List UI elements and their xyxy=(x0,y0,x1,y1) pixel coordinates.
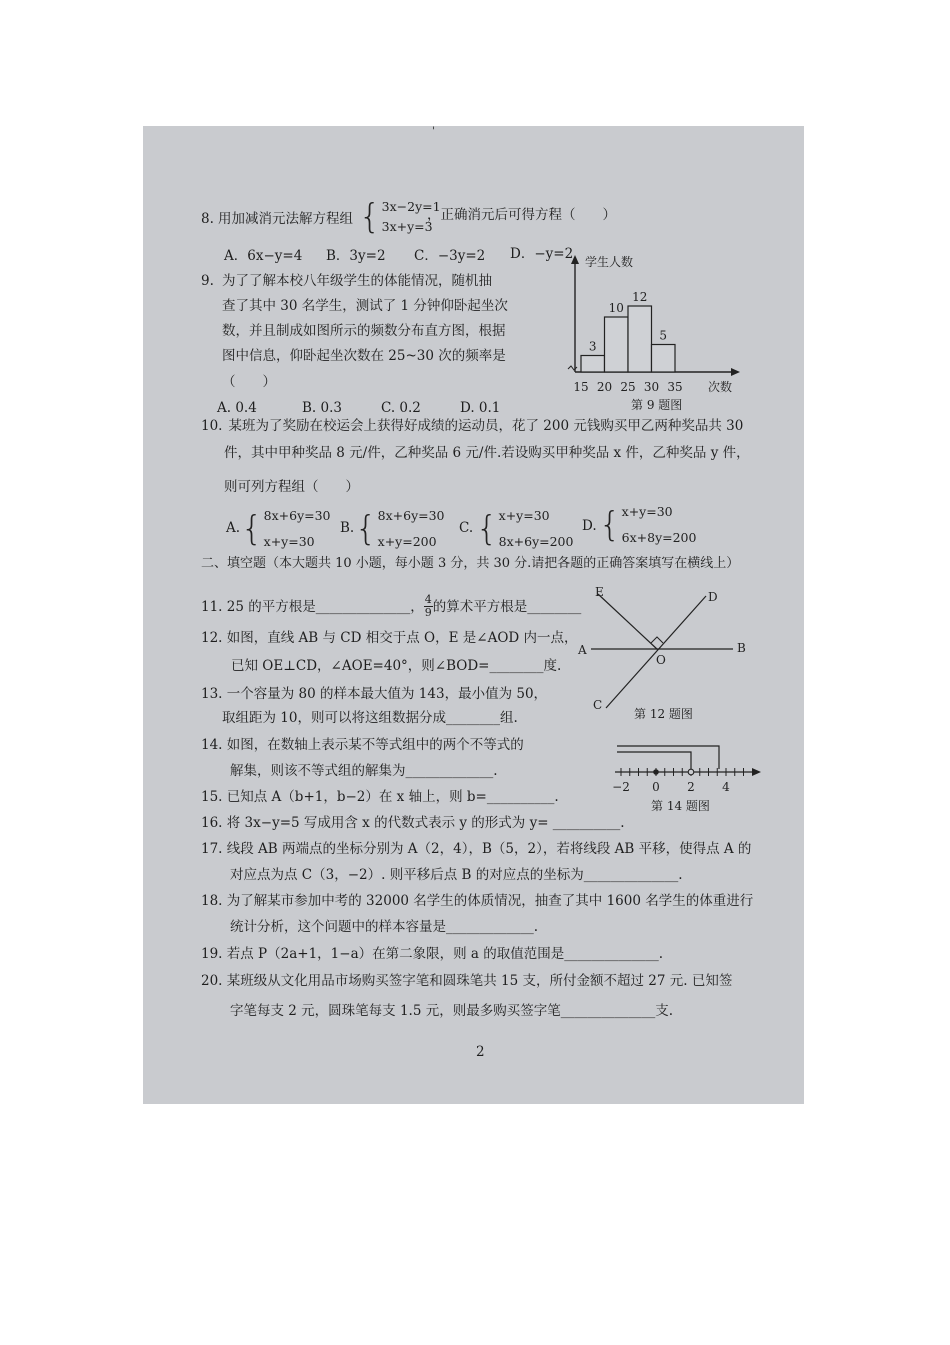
number-line-label: 2 xyxy=(687,780,695,794)
q10-option-a-system xyxy=(241,503,331,555)
q20-line-2: 字笔每支 2 元，圆珠笔每支 1.5 元，则最多购买签字笔______________支. xyxy=(230,1003,674,1019)
q10-line-1 xyxy=(201,417,743,435)
q10-option-b-system xyxy=(355,503,445,555)
q10-c-eq2: 8x+6y=200 xyxy=(498,534,574,549)
right-angle-mark-icon xyxy=(651,637,663,643)
label-d: D xyxy=(708,590,718,604)
q18-line-2: 统计分析，这个问题中的样本容量是_____________. xyxy=(230,919,539,935)
q10-d-eq1: x+y=30 xyxy=(621,504,673,519)
q10-b-eq2: x+y=200 xyxy=(377,534,437,549)
q10-b-eq1: 8x+6y=30 xyxy=(377,508,445,523)
q9-line-3: 数，并且制成如图所示的频数分布直方图，根据 xyxy=(222,323,506,339)
brace-icon: { xyxy=(359,197,381,237)
q17-line-2: 对应点为点 C（3，−2）. 则平移后点 B 的对应点的坐标为______________. xyxy=(230,867,683,883)
q9-option-c: C. 0.2 xyxy=(381,400,421,416)
q9-line-1: 为了了解本校八年级学生的体能情况，随机抽 xyxy=(222,273,492,289)
open-dot-2 xyxy=(688,769,694,775)
label-a: A xyxy=(578,643,587,657)
q11-text-b: 的算术平方根是________ xyxy=(432,598,582,615)
section-2-heading: 二、填空题（本大题共 10 小题，每小题 3 分，共 30 分.请把各题的正确答案填写在横线上） xyxy=(201,556,740,571)
label-o: O xyxy=(656,653,666,667)
q16: 16. 将 3x−y=5 写成用含 x 的代数式表示 y 的形式为 y= __________. xyxy=(201,815,625,831)
q12-line-2: 已知 OE⊥CD，∠AOE=40°，则∠BOD=________度. xyxy=(231,658,562,674)
q12-line-1: 12. 如图，直线 AB 与 CD 相交于点 O，E 是∠AOD 内一点， xyxy=(201,630,578,646)
q14-number-line xyxy=(611,738,767,798)
chart-xlabel: 次数 xyxy=(708,380,733,394)
chart-caption: 第 9 题图 xyxy=(631,398,683,412)
q10-option-d-system xyxy=(599,499,696,551)
q14-line-2: 解集，则该不等式组的解集为_____________. xyxy=(230,763,498,779)
q10-a-eq2: x+y=30 xyxy=(263,534,315,549)
closed-dot-0 xyxy=(653,769,659,775)
top-mark: ' xyxy=(432,126,435,137)
q9-option-b: B. 0.3 xyxy=(302,400,342,416)
histogram-bar xyxy=(605,317,629,372)
brace-icon: { xyxy=(355,509,377,549)
label-b: B xyxy=(737,641,746,655)
x-tick-label: 30 xyxy=(643,380,660,394)
label-c: C xyxy=(593,698,603,712)
q11 xyxy=(201,594,581,619)
q9-line-4: 图中信息，仰卧起坐次数在 25~30 次的频率是 xyxy=(222,348,506,364)
q13-line-2: 取组距为 10，则可以将这组数据分成________组. xyxy=(222,710,518,726)
q10-option-c-label: C. xyxy=(459,520,474,536)
q11-fraction-num: 4 xyxy=(424,593,432,606)
q8-number: 8. xyxy=(201,211,214,227)
exam-sheet xyxy=(143,126,804,1104)
q8-option-c: C．−3y=2 xyxy=(414,248,486,264)
q8-eq2: 3x+y=3 xyxy=(381,219,433,234)
q9-line-5: （ ） xyxy=(222,374,276,390)
q8-option-d: D．−y=2 xyxy=(510,246,574,262)
q20-line-1: 20. 某班级从文化用品市场购买签字笔和圆珠笔共 15 支，所付金额不超过 27 元. 已知签 xyxy=(201,973,733,989)
q14-caption: 第 14 题图 xyxy=(651,799,710,813)
q9-option-d: D. 0.1 xyxy=(460,400,501,416)
brace-icon: { xyxy=(241,509,263,549)
q9-number: 9. xyxy=(201,273,214,289)
q10-option-c-system xyxy=(476,503,573,555)
q10-line-1-text: 某班为了奖励在校运会上获得好成绩的运动员，花了 200 元钱购买甲乙两种奖品共 30 xyxy=(228,418,744,434)
solution-bracket-upper xyxy=(617,746,719,769)
q11-fraction xyxy=(424,594,433,619)
x-tick-label: 25 xyxy=(620,380,636,394)
solution-bracket-lower xyxy=(617,752,691,769)
q10-line-2: 件，其中甲种奖品 8 元/件，乙种奖品 6 元/件.若设购买甲种奖品 x 件，乙种奖品 y 件， xyxy=(224,445,750,461)
q9-line-2: 查了其中 30 名学生，测试了 1 分钟仰卧起坐次 xyxy=(222,298,508,314)
q8-option-a: A．6x−y=4 xyxy=(224,248,303,264)
y-axis-arrow-icon xyxy=(571,255,579,264)
bar-value-label: 12 xyxy=(632,290,648,304)
q10-d-eq2: 6x+8y=200 xyxy=(621,530,697,545)
q8-stem-b: ，正确消元后可得方程（ ） xyxy=(427,207,616,223)
ray-oe xyxy=(598,594,658,650)
page-number: 2 xyxy=(476,1044,485,1060)
x-tick-label: 35 xyxy=(667,380,683,394)
q18-line-1: 18. 为了解某市参加中考的 32000 名学生的体质情况，抽查了其中 1600 名学生的体重进行 xyxy=(201,893,754,909)
number-axis-arrow-icon xyxy=(752,768,761,776)
x-axis-arrow-icon xyxy=(731,368,740,376)
q8-eq1: 3x−2y=1 xyxy=(381,199,441,214)
q9-option-a: A. 0.4 xyxy=(217,400,257,416)
brace-icon: { xyxy=(599,505,621,545)
q11-text-a: 11. 25 的平方根是______________， xyxy=(201,598,424,615)
x-tick-label: 20 xyxy=(596,380,613,394)
q19: 19. 若点 P（2a+1，1−a）在第二象限，则 a 的取值范围是______________. xyxy=(201,946,664,962)
q8-stem-a: 用加减消元法解方程组 xyxy=(218,211,353,227)
histogram-bar xyxy=(581,356,605,373)
number-line-label: −2 xyxy=(612,780,630,794)
histogram-bar xyxy=(652,345,676,373)
q12-caption: 第 12 题图 xyxy=(634,707,693,721)
histogram-bar xyxy=(628,306,652,372)
q10-option-b-label: B. xyxy=(340,520,355,536)
q8-option-b: B．3y=2 xyxy=(326,248,386,264)
q13-line-1: 13. 一个容量为 80 的样本最大值为 143，最小值为 50， xyxy=(201,686,548,702)
label-e: E xyxy=(595,585,604,599)
q10-a-eq1: 8x+6y=30 xyxy=(263,508,331,523)
chart-ylabel: 学生人数 xyxy=(585,255,634,269)
brace-icon: { xyxy=(476,509,498,549)
bar-value-label: 10 xyxy=(608,301,624,315)
q10-c-eq1: x+y=30 xyxy=(498,508,550,523)
q10-option-a-label: A. xyxy=(226,520,241,536)
line-cd xyxy=(606,596,706,708)
q11-fraction-den: 9 xyxy=(424,606,432,619)
bar-value-label: 3 xyxy=(588,339,597,354)
histogram-chart xyxy=(563,252,743,417)
q10-number: 10. xyxy=(201,418,223,434)
q14-line-1: 14. 如图，在数轴上表示某不等式组中的两个不等式的 xyxy=(201,737,524,753)
q17-line-1: 17. 线段 AB 两端点的坐标分别为 A（2，4），B（5，2），若将线段 AB 平移，使得点 A 的 xyxy=(201,841,752,857)
x-tick-label: 15 xyxy=(573,380,589,394)
q15: 15. 已知点 A（b+1，b−2）在 x 轴上，则 b=__________. xyxy=(201,789,559,805)
number-line-label: 4 xyxy=(722,780,730,794)
number-line-label: 0 xyxy=(652,780,660,794)
q10-line-3: 则可列方程组（ ） xyxy=(224,479,359,495)
bar-value-label: 5 xyxy=(659,328,668,343)
q10-option-d-label: D. xyxy=(582,518,597,534)
